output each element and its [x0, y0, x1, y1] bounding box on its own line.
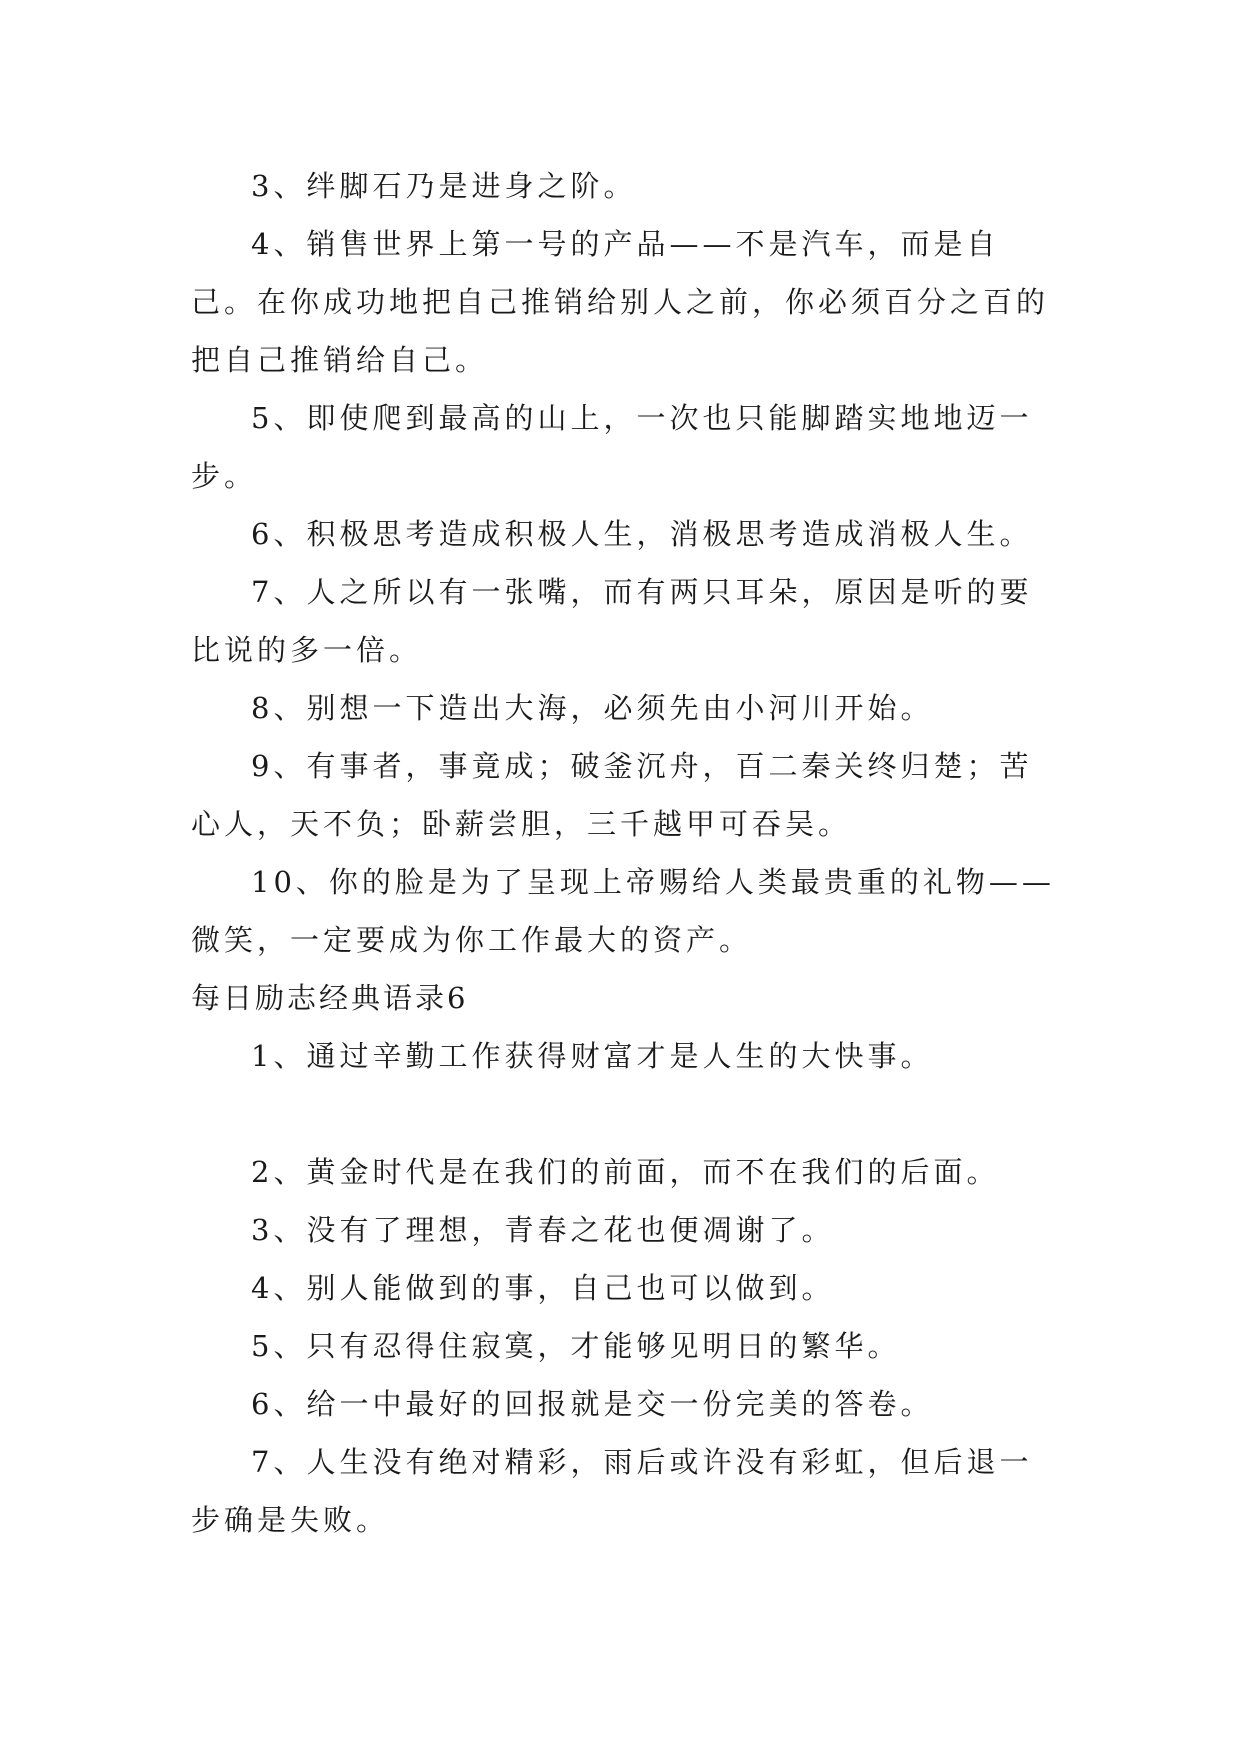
quote-paragraph: 5、即使爬到最高的山上，一次也只能脚踏实地地迈一步。	[191, 401, 1033, 493]
document-page	[191, 157, 1061, 1549]
quote-paragraph: 3、绊脚石乃是进身之阶。	[251, 169, 637, 203]
blank-line	[191, 1085, 1061, 1143]
quote-paragraph: 7、人生没有绝对精彩，雨后或许没有彩虹，但后退一步确是失败。	[191, 1445, 1033, 1537]
quote-paragraph: 6、积极思考造成积极人生，消极思考造成消极人生。	[251, 517, 1033, 551]
quote-paragraph: 6、给一中最好的回报就是交一份完美的答卷。	[251, 1387, 934, 1421]
quote-paragraph: 4、别人能做到的事，自己也可以做到。	[251, 1271, 835, 1305]
quote-paragraph: 2、黄金时代是在我们的前面，而不在我们的后面。	[251, 1155, 1000, 1189]
quote-paragraph: 8、别想一下造出大海，必须先由小河川开始。	[251, 691, 934, 725]
quote-paragraph: 10、你的脸是为了呈现上帝赐给人类最贵重的礼物——微笑，一定要成为你工作最大的资产。	[191, 865, 1055, 957]
quote-paragraph: 1、通过辛勤工作获得财富才是人生的大快事。	[251, 1039, 934, 1073]
section-heading: 每日励志经典语录6	[191, 981, 469, 1015]
quote-paragraph: 3、没有了理想，青春之花也便凋谢了。	[251, 1213, 835, 1247]
quote-paragraph: 5、只有忍得住寂寞，才能够见明日的繁华。	[251, 1329, 901, 1363]
quote-paragraph: 9、有事者，事竟成；破釜沉舟，百二秦关终归楚；苦心人，天不负；卧薪尝胆，三千越甲可吞吴。	[191, 749, 1033, 841]
quote-paragraph: 4、销售世界上第一号的产品——不是汽车，而是自己。在你成功地把自己推销给别人之前，你必须百分之百的把自己推销给自己。	[191, 227, 1050, 377]
quote-paragraph: 7、人之所以有一张嘴，而有两只耳朵，原因是听的要比说的多一倍。	[191, 575, 1033, 667]
